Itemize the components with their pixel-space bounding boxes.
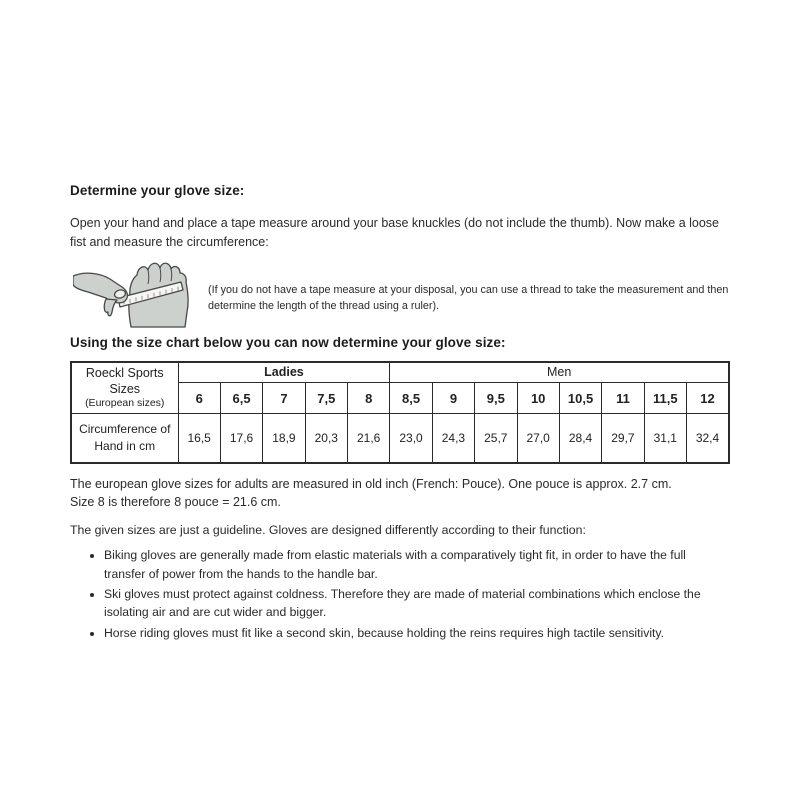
group-header-row (71, 362, 729, 383)
bullet-biking-gloves: • Biking gloves are generally made from elastic materials with a comparatively tight fit, in order to have the full transfer of power from the hands to the handle bar. (104, 546, 710, 583)
size-cell: 7 (263, 383, 305, 414)
circumference-cell: 24,3 (432, 414, 474, 463)
size-cell: 12 (687, 383, 730, 414)
corner-line-1: Roeckl Sports (85, 365, 164, 380)
intro-paragraph: Open your hand and place a tape measure around your base knuckles (do not include the thumb). Now make a loose fist and measure the circumference: (70, 216, 720, 249)
pouce-paragraph (70, 475, 730, 513)
bullet-horse-riding-gloves: • Horse riding gloves must fit like a second skin, because holding the reins requires high tactile sensitivity. (104, 624, 710, 642)
size-cell: 10 (517, 383, 559, 414)
bullet-ski-gloves: • Ski gloves must protect against coldness. Therefore they are made of material combinations which enclose the isolating air and are cut wider and bigger. (104, 585, 710, 622)
circumference-cell: 23,0 (390, 414, 432, 463)
table-corner-label (71, 362, 178, 414)
circumference-cell: 21,6 (348, 414, 390, 463)
group-header-ladies: Ladies (178, 362, 390, 383)
circumference-cell: 28,4 (559, 414, 601, 463)
circumference-row-label (71, 414, 178, 463)
circumference-cell: 32,4 (687, 414, 730, 463)
circumference-cell: 27,0 (517, 414, 559, 463)
rowlabel-line-1: Circumference of (79, 421, 171, 436)
glove-size-table (70, 361, 730, 464)
size-cell: 9 (432, 383, 474, 414)
size-cell: 10,5 (559, 383, 601, 414)
circumference-cell: 20,3 (305, 414, 347, 463)
size-cell: 11,5 (644, 383, 686, 414)
size-cell: 6 (178, 383, 220, 414)
circumference-row (71, 414, 729, 463)
tape-alternative-note: (If you do not have a tape measure at your disposal, you can use a thread to take the measurement and then determine the length of the thread using a ruler). (208, 283, 729, 312)
circumference-cell: 31,1 (644, 414, 686, 463)
measure-figure-row (70, 256, 730, 328)
circumference-cell: 16,5 (178, 414, 220, 463)
pouce-line-2: Size 8 is therefore 8 pouce = 21.6 cm. (70, 495, 281, 510)
hand-tape-measure-illustration (73, 256, 195, 328)
circumference-cell: 17,6 (220, 414, 262, 463)
size-cell: 8,5 (390, 383, 432, 414)
heading-determine-glove-size: Determine your glove size: (70, 183, 245, 198)
size-cell: 7,5 (305, 383, 347, 414)
circumference-cell: 29,7 (602, 414, 644, 463)
circumference-cell: 25,7 (475, 414, 517, 463)
pouce-line-1: The european glove sizes for adults are measured in old inch (French: Pouce). One pouce is approx. 2.7 cm. (70, 476, 672, 491)
heading-size-chart: Using the size chart below you can now determine your glove size: (70, 334, 506, 350)
size-cell: 11 (602, 383, 644, 414)
size-cell: 9,5 (475, 383, 517, 414)
glove-types-list (90, 546, 710, 641)
group-header-men: Men (390, 362, 729, 383)
holding-hand-finger (104, 299, 117, 316)
size-cell: 8 (348, 383, 390, 414)
guideline-paragraph: The given sizes are just a guideline. Gloves are designed differently according to their function: (70, 523, 586, 537)
corner-line-2: Sizes (109, 381, 141, 396)
size-cell: 6,5 (220, 383, 262, 414)
corner-line-3: (European sizes) (85, 397, 165, 410)
circumference-cell: 18,9 (263, 414, 305, 463)
rowlabel-line-2: Hand in cm (94, 438, 156, 453)
